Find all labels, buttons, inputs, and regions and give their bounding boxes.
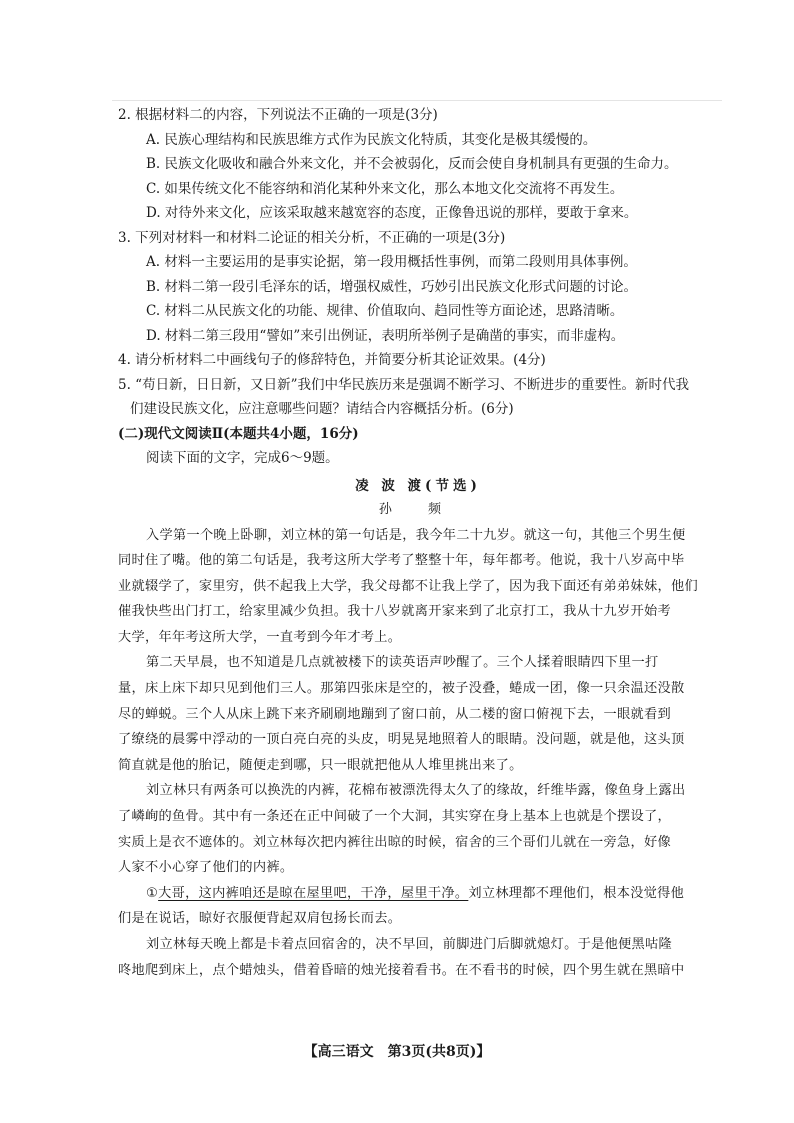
article-p3-line-1: 刘立林只有两条可以换洗的内裤，花棉布被漂洗得太久了的缘故，纤维毕露，像鱼身上露出 [146,783,686,799]
section-heading: (二)现代文阅读Ⅱ(本题共4小题，16分) [118,425,359,442]
article-title: 凌 波 渡(节选) [355,477,481,494]
question-2-option-d: D. 对待外来文化，应该采取越来越宽容的态度，正像鲁迅说的那样，要敢于拿来。 [146,205,638,221]
article-p5-line-2: 咚地爬到床上，点个蜡烛头，借着昏暗的烛光接着看书。在不看书的时候，四个男生就在黑暗中 [118,962,685,978]
question-4-stem: 4. 请分析材料二中画线句子的修辞特色，并简要分析其论证效果。(4分) [118,352,546,368]
article-p2-line-3: 尽的蝉蜕。三个人从床上跳下来齐刷刷地蹦到了窗口前，从二楼的窗口俯视下去，一眼就看到 [118,706,671,722]
article-p1-line-5: 大学，年年考这所大学，一直考到今年才考上。 [118,629,402,645]
question-3-option-c: C. 材料二从民族文化的功能、规律、价值取向、趋同性等方面论述，思路清晰。 [146,303,624,319]
question-2-option-b: B. 民族文化吸收和融合外来文化，并不会被弱化，反而会使自身机制具有更强的生命力。 [146,156,678,172]
article-p2-line-1: 第二天早晨，也不知道是几点就被楼下的读英语声吵醒了。三个人揉着眼睛四下里一打 [146,655,659,671]
section-instruction: 阅读下面的文字，完成6～9题。 [146,450,339,466]
article-p1-line-4: 催我快些出门打工，给家里减少负担。我十八岁就离开家来到了北京打工，我从十九岁开始考 [118,604,671,620]
article-p2-line-4: 了缭绕的晨雾中浮动的一顶白亮白亮的头皮，明晃晃地照着人的眼睛。没问题，就是他，这头顶 [118,732,685,748]
question-2-option-c: C. 如果传统文化不能容纳和消化某种外来文化，那么本地文化交流将不再发生。 [146,180,624,197]
article-p1-line-1: 入学第一个晚上卧聊，刘立林的第一句话是，我今年二十九岁。就这一句，其他三个男生便 [146,527,686,543]
question-3-option-b: B. 材料二第一段引毛泽东的话，增强权威性，巧妙引出民族文化形式问题的讨论。 [146,278,638,295]
page-footer: 【高三语文 第3页(共8页)】 [303,1044,491,1060]
sentence-marker: ① [146,885,159,901]
article-p4-line-1 [118,881,718,907]
article-p1-line-2: 同时住了嘴。他的第二句话是，我考这所大学考了整整十年，每年都考。他说，我十八岁高中毕 [118,553,685,569]
article-p5-line-1: 刘立林每天晚上都是卡着点回宿舍的，决不早回，前脚进门后脚就熄灯。于是他便黑咕隆 [146,937,673,952]
question-3-stem: 3. 下列对材料一和材料二论证的相关分析，不正确的一项是(3分) [118,229,506,246]
question-3-option-a: A. 材料一主要运用的是事实论据，第一段用概括性事例，而第二段则用具体事例。 [146,254,637,270]
question-5-stem-line-2: 们建设民族文化，应注意哪些问题？请结合内容概括分析。(6分) [130,401,514,417]
article-p3-line-4: 人家不小心穿了他们的内裤。 [118,860,294,876]
article-p4-line-2: 们是在说话，晾好衣服便背起双肩包扬长而去。 [118,911,402,927]
article-p2-line-5: 简直就是他的胎记，随便走到哪，只一眼就把他从人堆里挑出来了。 [118,757,523,773]
question-2-stem: 2. 根据材料二的内容，下列说法不正确的一项是(3分) [118,107,438,123]
article-p3-line-3: 实质上是衣不遮体的。刘立林每次把内裤往出晾的时候，宿舍的三个哥们儿就在一旁急，好像 [118,834,671,850]
underlined-sentence: 大哥，这内裤咱还是晾在屋里吧，干净，屋里干净。 [158,885,469,901]
page-content [118,103,718,983]
top-divider [112,100,722,101]
question-2-option-a: A. 民族心理结构和民族思维方式作为民族文化特质，其变化是极其缓慢的。 [146,131,597,148]
article-author: 孙 频 [378,502,458,517]
question-3-option-d: D. 材料二第三段用“譬如”来引出例证，表明所举例子是确凿的事实，而非虚构。 [146,327,625,344]
article-p4-rest: 刘立林理都不理他们，根本没觉得他 [468,885,685,901]
article-p3-line-2: 了嶙峋的鱼骨。其中有一条还在正中间破了一个大洞，其实穿在身上基本上也就是个摆设了， [118,809,671,825]
question-5-stem-line-1: 5. “苟日新，日日新，又日新”我们中华民族历来是强调不断学习、不断进步的重要性。新时代我 [118,376,689,393]
article-p2-line-2: 量，床上床下却只见到他们三人。那第四张床是空的，被子没叠，蜷成一团，像一只余温还没散 [118,681,685,697]
article-p1-line-3: 业就辍学了，家里穷，供不起我上大学，我父母都不让我上学了，因为我下面还有弟弟妹妹，他们 [118,578,698,594]
